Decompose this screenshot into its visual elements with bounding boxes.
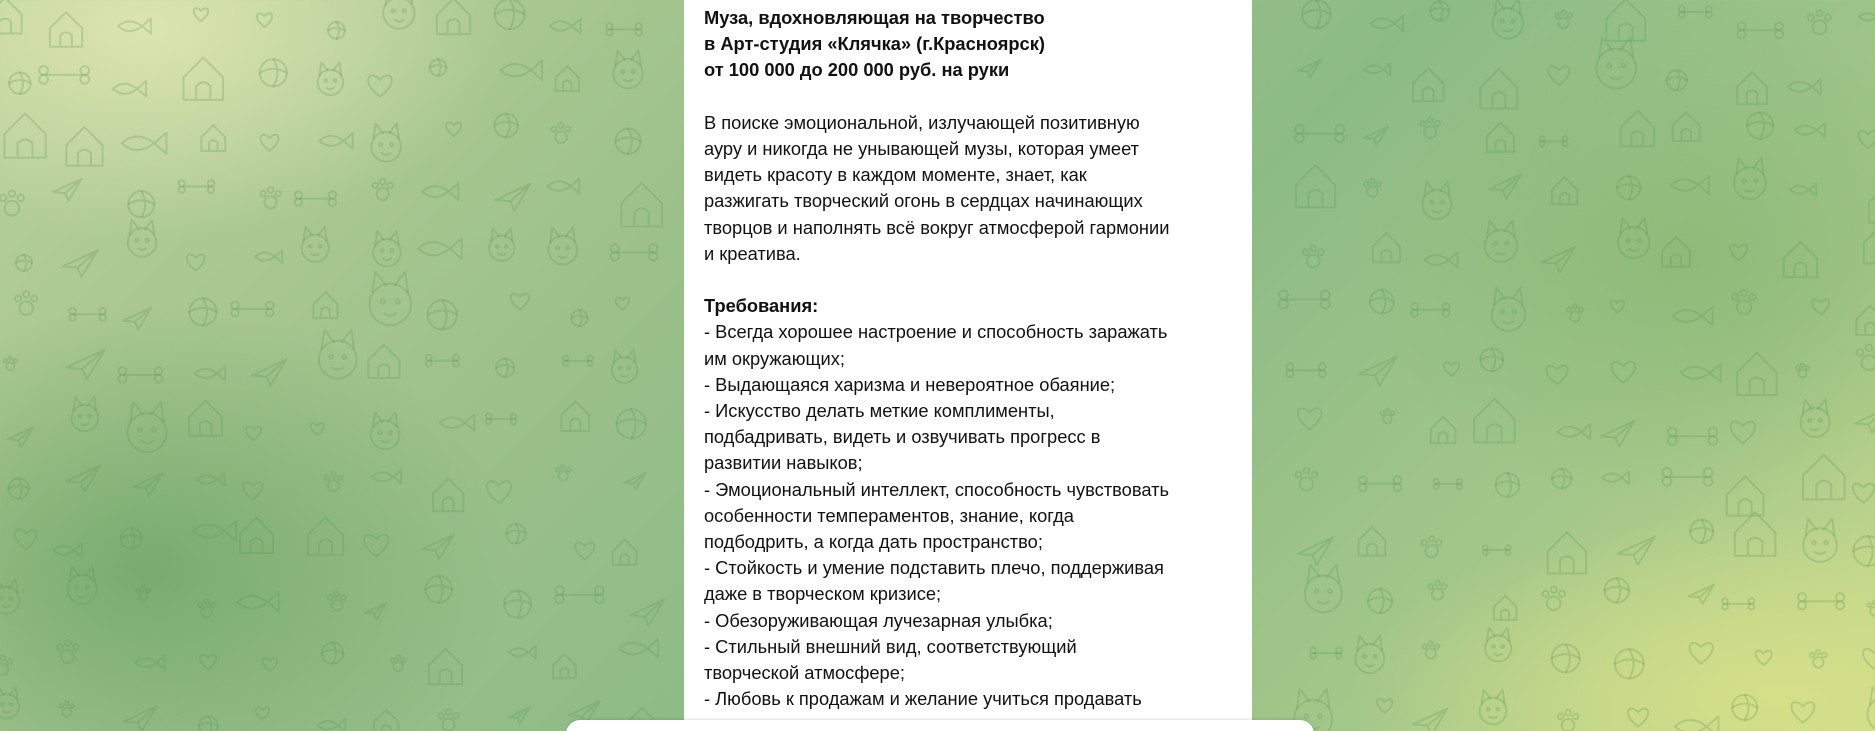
message-line: подбадривать, видеть и озвучивать прогресс в [704,426,1101,448]
message-line: разжигать творческий огонь в сердцах начинающих [704,190,1143,212]
message-line: В поиске эмоциональной, излучающей позитивную [704,111,1140,133]
blank-line [704,84,1234,110]
message-heading-line: в Арт-студия «Клячка» (г.Красноярск) [704,33,1045,55]
message-line: - Стильный внешний вид, соответствующий [704,635,1077,657]
message-line: - Искусство делать меткие комплименты, [704,400,1055,422]
message-bubble [684,0,1252,731]
message-line: творческой атмосфере; [704,662,905,684]
message-composer[interactable] [566,720,1314,731]
message-line: особенности темпераментов, знание, когда [704,504,1074,526]
message-line: творцов и наполнять всё вокруг атмосферой гармонии [704,216,1170,238]
message-line: и креатива. [704,242,801,264]
message-line: - Выдающаяся харизма и невероятное обаяние; [704,373,1116,395]
message-line: - Всегда хорошее настроение и способность заражать [704,321,1168,343]
message-line: - Стойкость и умение подставить плечо, поддерживая [704,557,1164,579]
message-line: - Эмоциональный интеллект, способность чувствовать [704,478,1170,500]
message-heading-line: Муза, вдохновляющая на творчество [704,7,1045,28]
message-line: - Обезоруживающая лучезарная улыбка; [704,609,1053,631]
message-line: ауру и никогда не унывающей музы, которая умеет [704,138,1140,159]
message-line: им окружающих; [704,347,845,369]
message-line: даже в творческом кризисе; [704,583,942,605]
message-line: развитии навыков; [704,452,863,474]
message-text [704,5,1234,712]
message-heading-line: Требования: [704,295,819,317]
blank-line [704,267,1234,293]
message-heading-line: от 100 000 до 200 000 руб. на руки [704,59,1010,81]
message-line: подбодрить, а когда дать пространство; [704,531,1043,553]
message-line: - Любовь к продажам и желание учиться продавать [704,688,1142,710]
message-line: видеть красоту в каждом моменте, знает, как [704,164,1087,186]
